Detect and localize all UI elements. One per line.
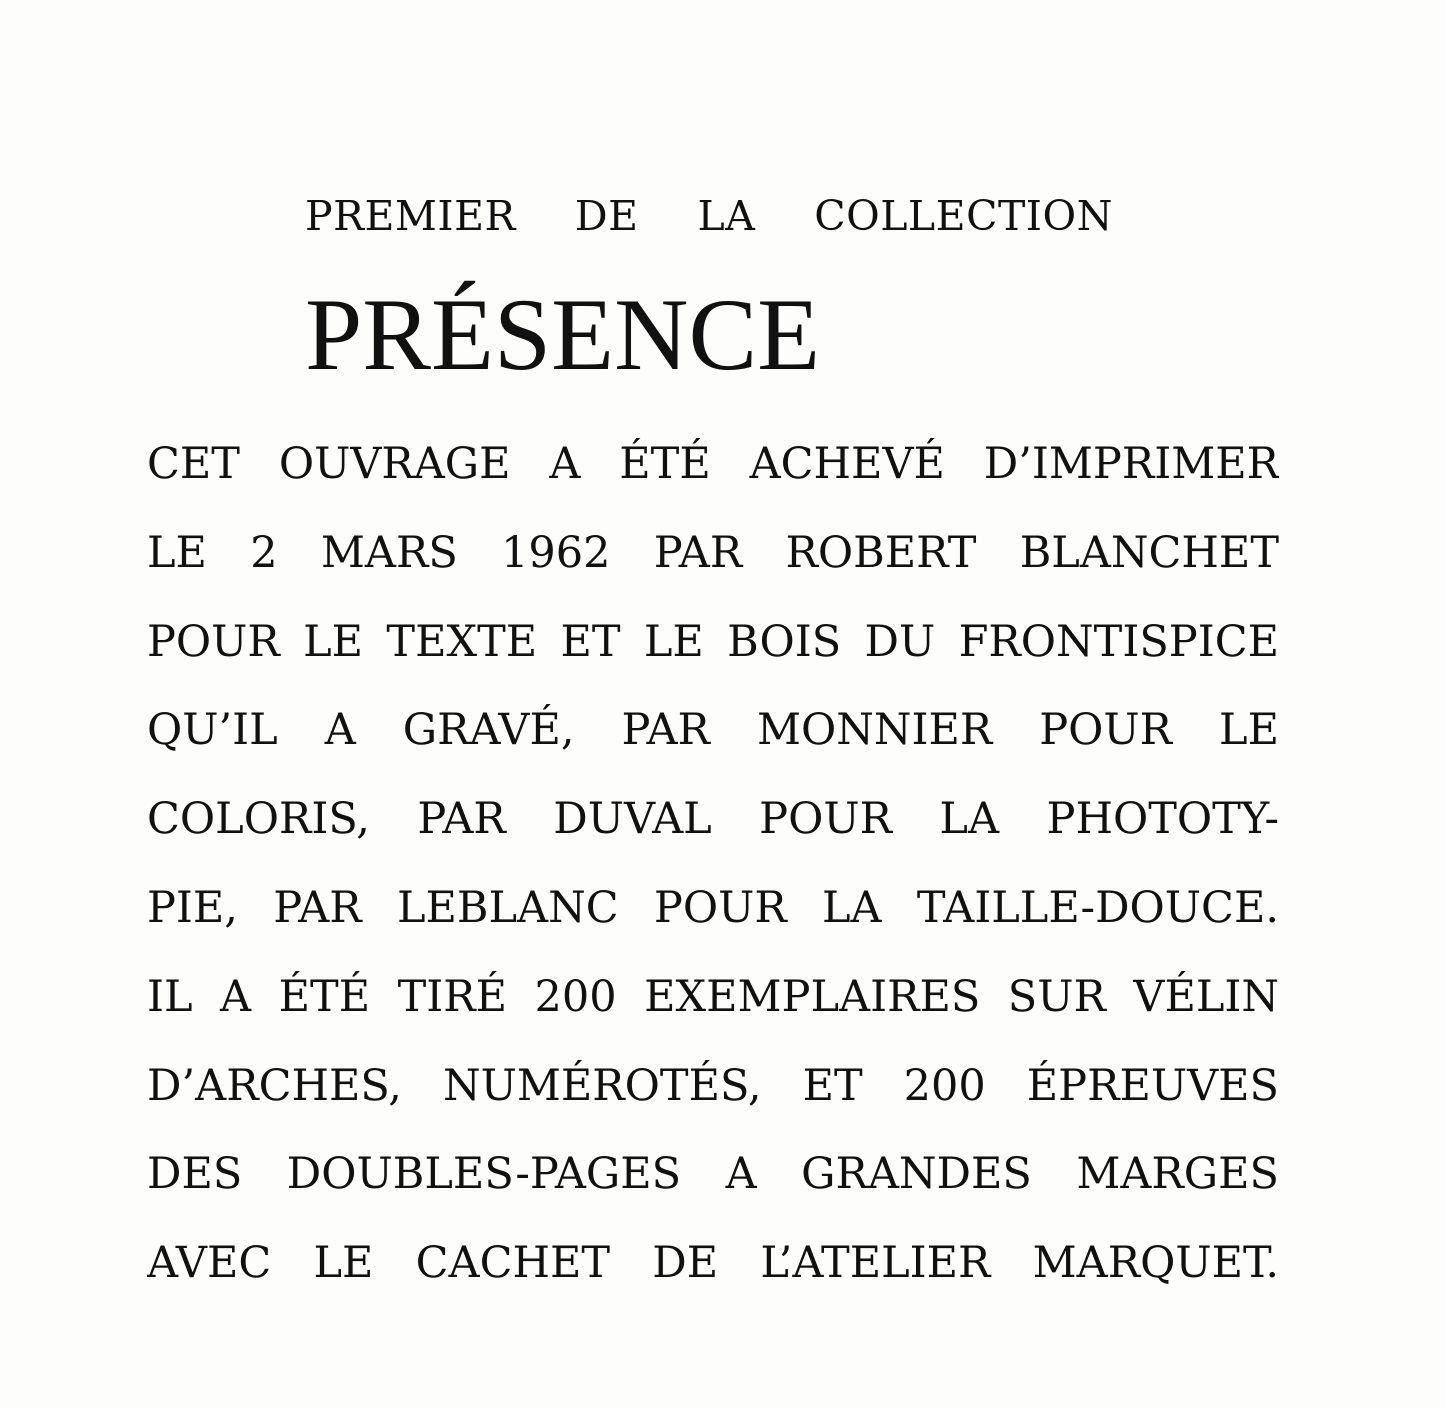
- colophon-line: CET OUVRAGE A ÉTÉ ACHEVÉ D’IMPRIMER: [147, 439, 1279, 489]
- collection-title: PRÉSENCE: [305, 278, 821, 392]
- colophon-line: QU’IL A GRAVÉ, PAR MONNIER POUR LE: [147, 705, 1279, 756]
- colophon-line: DES DOUBLES-PAGES A GRANDES MARGES: [147, 1149, 1279, 1200]
- collection-label: PREMIER DE LA COLLECTION: [305, 192, 1113, 240]
- colophon-line: POUR LE TEXTE ET LE BOIS DU FRONTISPICE: [147, 616, 1279, 667]
- colophon-line: D’ARCHES, NUMÉROTÉS, ET 200 ÉPREUVES: [147, 1060, 1279, 1111]
- colophon-line: PIE, PAR LEBLANC POUR LA TAILLE-DOUCE.: [147, 882, 1279, 933]
- colophon-line: COLORIS, PAR DUVAL POUR LA PHOTOTY-: [147, 794, 1279, 845]
- colophon-line: LE 2 MARS 1962 PAR ROBERT BLANCHET: [147, 527, 1279, 578]
- colophon-text: [147, 420, 1279, 1308]
- colophon-line: IL A ÉTÉ TIRÉ 200 EXEMPLAIRES SUR VÉLIN: [147, 971, 1279, 1022]
- colophon-line: AVEC LE CACHET DE L’ATELIER MARQUET.: [147, 1238, 1279, 1289]
